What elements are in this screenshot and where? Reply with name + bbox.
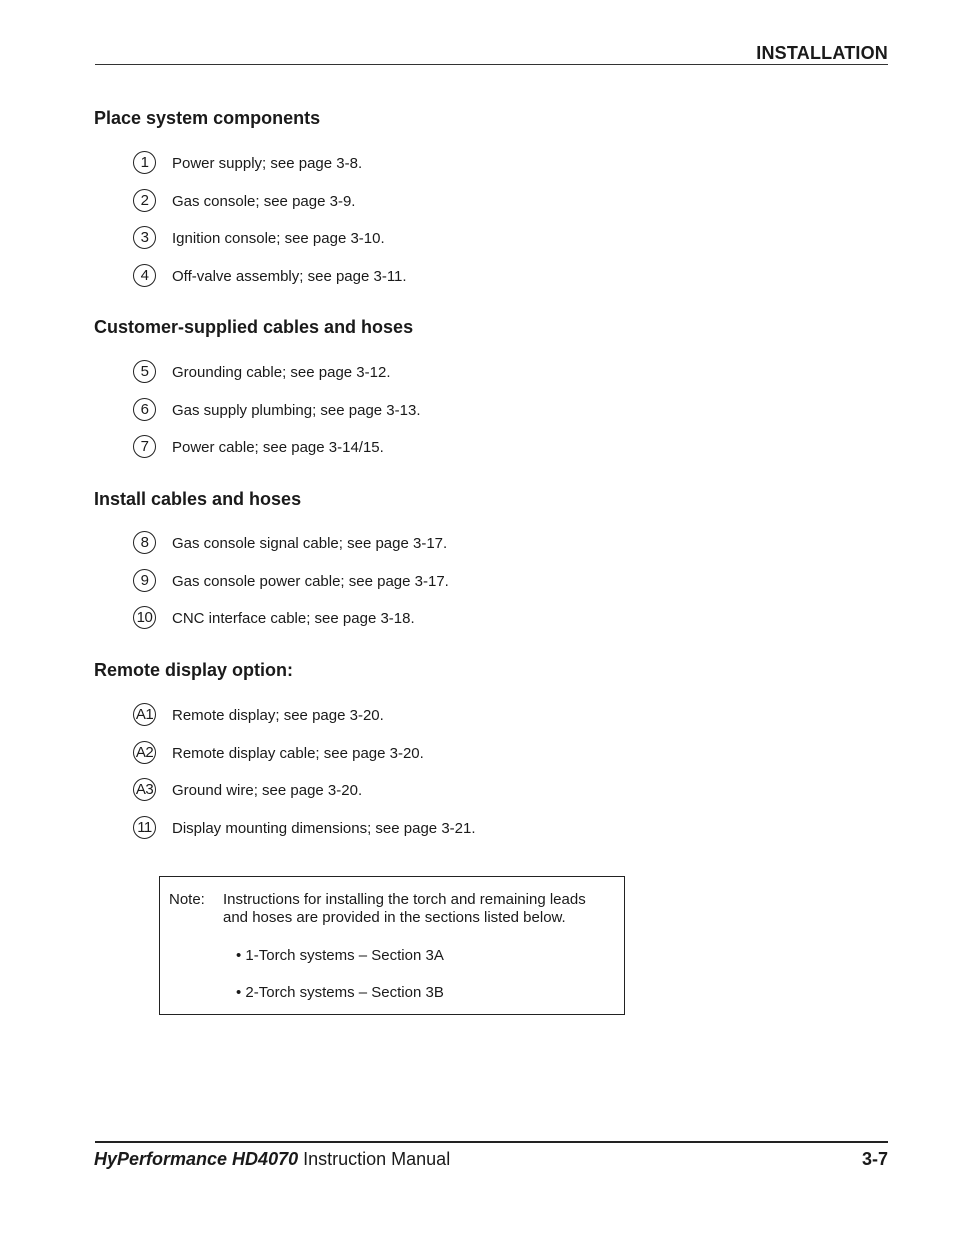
list-item-text: Off-valve assembly; see page 3-11. [172,267,407,285]
section-heading: Customer-supplied cables and hoses [94,317,414,337]
list-item-text: Remote display cable; see page 3-20. [172,744,424,762]
page-header-title: INSTALLATION [756,43,888,63]
list-item [94,156,874,194]
list-item [94,611,874,649]
list-item-text: Power cable; see page 3-14/15. [172,439,384,456]
list-item-text: Display mounting dimensions; see page 3-21. [172,819,476,837]
callout-badge: 5 [133,360,156,383]
callout-badge: 10 [133,606,156,629]
callout-badge: A3 [133,778,156,801]
section-heading: Place system components [94,108,321,128]
footer-rule [95,1141,888,1143]
section-customer-supplied-cables [94,317,874,478]
list-item [94,818,874,859]
note-box [159,876,625,1015]
note-text: Instructions for installing the torch and remaining leads and hoses are provided in the sections listed below. [223,891,586,926]
list-item [94,231,874,269]
note-label: Note: [169,891,205,908]
list-item [94,783,874,821]
callout-badge: 2 [133,189,156,212]
list-item-text: Power supply; see page 3-8. [172,155,363,172]
list-item-text: Gas console signal cable; see page 3-17. [172,535,448,552]
page-number: 3-7 [861,1149,888,1169]
list-item [94,365,874,403]
list-item [94,743,874,784]
section-heading: Remote display option: [94,660,294,680]
note-bullet-item: • 1-Torch systems – Section 3A [236,947,444,964]
footer-suffix: Instruction Manual [298,1149,451,1169]
note-bullet-item: • 2-Torch systems – Section 3B [236,984,444,1001]
callout-badge: 9 [133,569,156,592]
list-item [94,440,874,478]
list-item [94,536,874,574]
list-item [94,191,874,232]
list-item [94,708,874,746]
list-item [94,266,874,307]
section-heading: Install cables and hoses [94,489,302,509]
list-item-text: Grounding cable; see page 3-12. [172,364,391,381]
section-place-system-components [94,108,874,306]
callout-badge: 8 [133,531,156,554]
header-rule [95,64,888,65]
list-item-text: CNC interface cable; see page 3-18. [172,610,415,627]
callout-badge: 4 [133,264,156,287]
list-item [94,571,874,612]
section-install-cables-and-hoses [94,489,874,649]
callout-badge: 1 [133,151,156,174]
list-item-text: Ground wire; see page 3-20. [172,782,363,799]
list-item-text: Remote display; see page 3-20. [172,707,384,724]
callout-badge: 7 [133,435,156,458]
list-item-text: Gas supply plumbing; see page 3-13. [172,401,421,419]
footer-brand: HyPerformance HD4070 [94,1149,299,1169]
list-item [94,400,874,441]
footer-manual-title [94,1149,450,1170]
callout-badge: A1 [133,703,156,726]
section-remote-display-option [94,660,874,858]
callout-badge: 11 [133,816,156,839]
callout-badge: A2 [133,741,156,764]
list-item-text: Ignition console; see page 3-10. [172,230,385,247]
list-item-text: Gas console power cable; see page 3-17. [172,572,449,590]
list-item-text: Gas console; see page 3-9. [172,192,356,210]
callout-badge: 6 [133,398,156,421]
callout-badge: 3 [133,226,156,249]
